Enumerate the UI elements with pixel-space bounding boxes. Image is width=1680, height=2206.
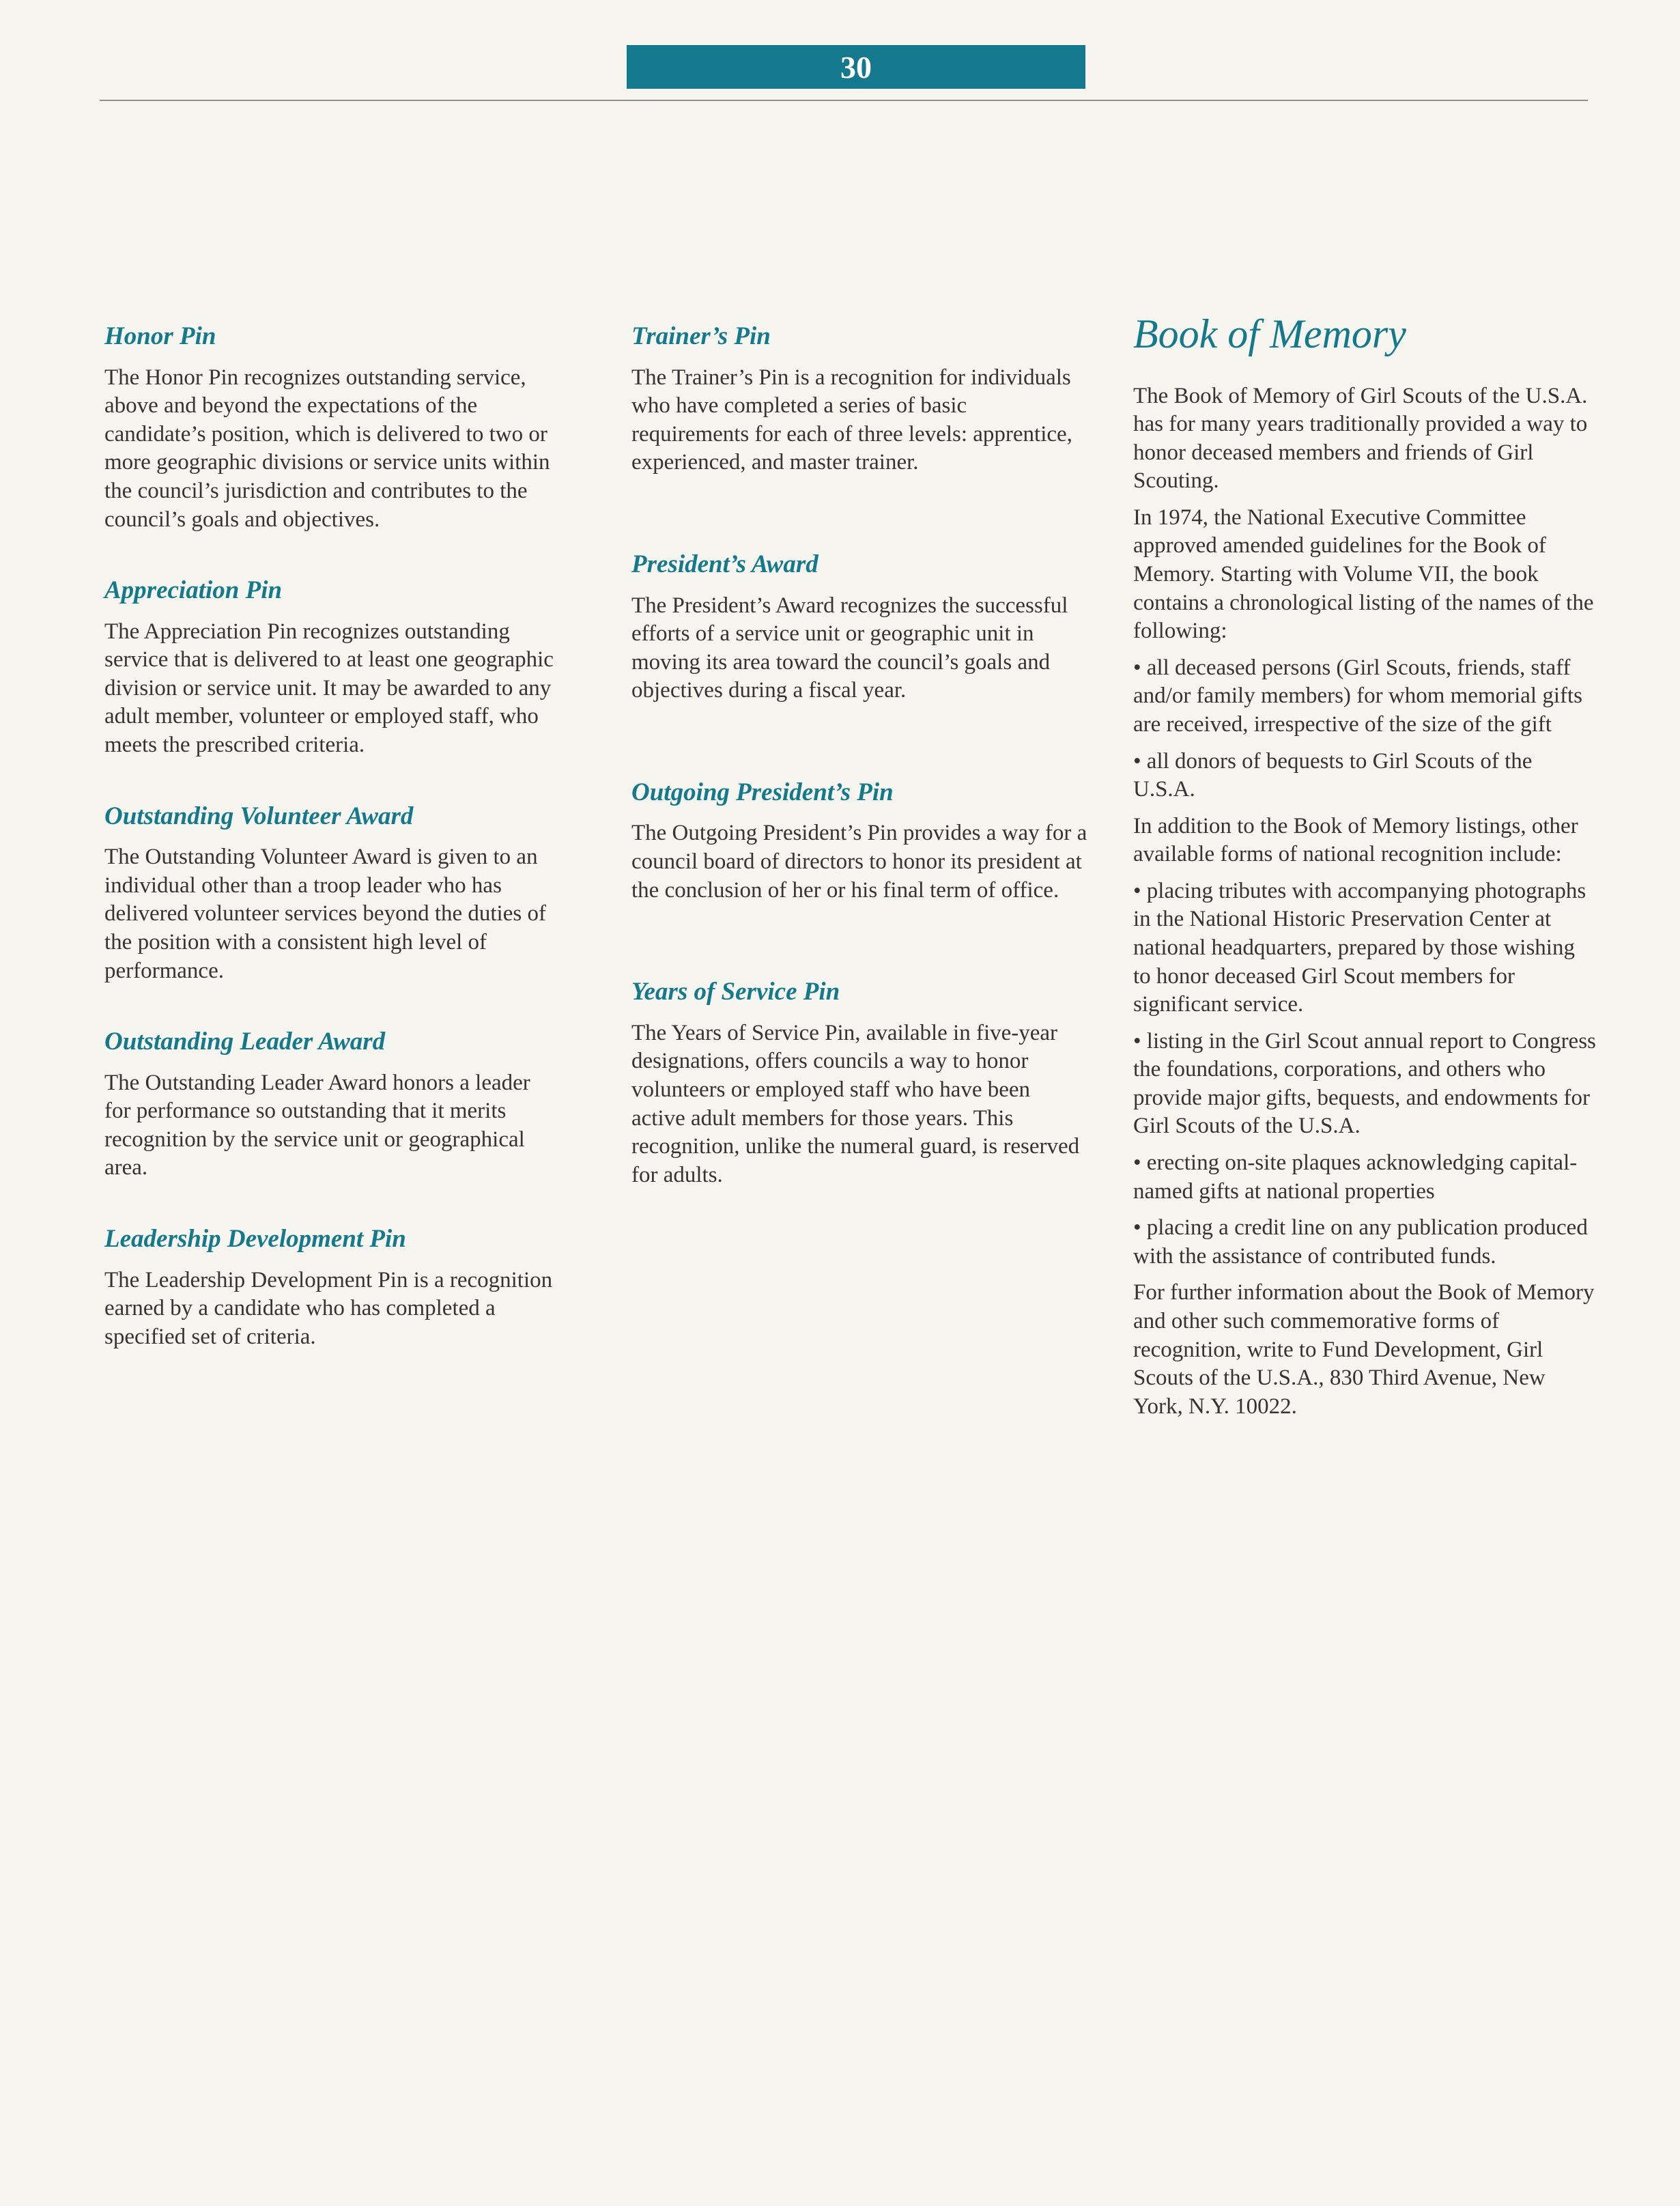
article-section <box>104 1026 556 1183</box>
section-heading: Outstanding Leader Award <box>104 1028 386 1056</box>
section-paragraph: The Leadership Development Pin is a recognition earned by a candidate who has completed a specified set of criteria. <box>104 1267 553 1349</box>
section-heading: President’s Award <box>631 550 818 578</box>
section-paragraph: The President’s Award recognizes the successful efforts of a service unit or geographic unit in moving its area toward the council’s goals and objectives during a fiscal year. <box>631 593 1068 703</box>
section-paragraph: The Honor Pin recognizes outstanding service, above and beyond the expectations of the candidate’s position, which is delivered to two or more geographic divisions or service units within the council’s jurisdiction and contributes to the council’s goals and objectives. <box>104 365 550 532</box>
section-paragraph: The Outstanding Volunteer Award is given to an individual other than a troop leader who has delivered volunteer services beyond the duties of the position with a consistent high level of performance. <box>104 845 546 983</box>
column-book-of-memory <box>1133 309 1596 1429</box>
book-of-memory-title: Book of Memory <box>1133 311 1406 356</box>
page-number-banner <box>627 45 1085 89</box>
bullet-item: • listing in the Girl Scout annual report to Congress the foundations, corporations, and others who provide major gifts, bequests, and endowments for Girl Scouts of the U.S.A. <box>1133 1028 1596 1139</box>
article-section <box>631 777 1087 905</box>
section-paragraph: The Years of Service Pin, available in five-year designations, offers councils a way to honor volunteers or employed staff who have been active adult members for those years. This recognition, unlike the numeral guard, is reserved for adults. <box>631 1020 1080 1187</box>
section-paragraph: The Outgoing President’s Pin provides a way for a council board of directors to honor its president at the conclusion of her or his final term of office. <box>631 821 1087 903</box>
section-heading: Honor Pin <box>104 322 216 350</box>
article-section <box>631 549 1087 705</box>
section-heading: Years of Service Pin <box>631 978 840 1006</box>
section-heading: Outstanding Volunteer Award <box>104 802 414 830</box>
paragraph: In addition to the Book of Memory listings, other available forms of national recognition include: <box>1133 813 1578 867</box>
column-awards-left <box>104 321 556 1351</box>
section-paragraph: The Trainer’s Pin is a recognition for individuals who have completed a series of basic requirements for each of three levels: apprentice, experienced, and master trainer. <box>631 365 1072 475</box>
bullet-item: • erecting on-site plaques acknowledging capital-named gifts at national properties <box>1133 1150 1578 1204</box>
bullet-item: • all deceased persons (Girl Scouts, friends, staff and/or family members) for whom memorial gifts are received, irrespective of the size of the gift <box>1133 655 1583 737</box>
article-section <box>104 321 556 534</box>
page-number: 30 <box>840 49 872 85</box>
article-section <box>104 801 556 986</box>
section-heading: Trainer’s Pin <box>631 322 771 350</box>
bullet-item: • placing a credit line on any publication produced with the assistance of contributed funds. <box>1133 1215 1588 1269</box>
bullet-item: • placing tributes with accompanying photographs in the National Historic Preservation Center at national headquarters, prepared by those wishing to honor deceased Girl Scout members for significant service. <box>1133 878 1586 1017</box>
bullet-item: • all donors of bequests to Girl Scouts of the U.S.A. <box>1133 748 1533 802</box>
section-heading: Outgoing President’s Pin <box>631 778 894 806</box>
section-heading: Appreciation Pin <box>104 576 283 605</box>
article-section <box>104 575 556 760</box>
section-heading: Leadership Development Pin <box>104 1225 406 1253</box>
article-section <box>104 1224 556 1351</box>
section-paragraph: The Outstanding Leader Award honors a leader for performance so outstanding that it merits recognition by the service unit or geographical area. <box>104 1070 530 1180</box>
paragraph: In 1974, the National Executive Committee approved amended guidelines for the Book of Memory. Starting with Volume VII, the book contains a chronological listing of the names of the following: <box>1133 505 1594 644</box>
article-section <box>631 976 1087 1189</box>
column-awards-middle <box>631 321 1087 1189</box>
header-rule <box>100 100 1588 101</box>
paragraph: For further information about the Book of Memory and other such commemorative forms of recognition, write to Fund Development, Girl Scouts of the U.S.A., 830 Third Avenue, New York, N.Y. 10022. <box>1133 1280 1595 1419</box>
article-section <box>631 321 1087 477</box>
paragraph: The Book of Memory of Girl Scouts of the U.S.A. has for many years traditionally provided a way to honor deceased members and friends of Girl Scouting. <box>1133 383 1588 494</box>
section-paragraph: The Appreciation Pin recognizes outstanding service that is delivered to at least one geographic division or service unit. It may be awarded to any adult member, volunteer or employed staff, who meets the prescribed criteria. <box>104 619 554 757</box>
